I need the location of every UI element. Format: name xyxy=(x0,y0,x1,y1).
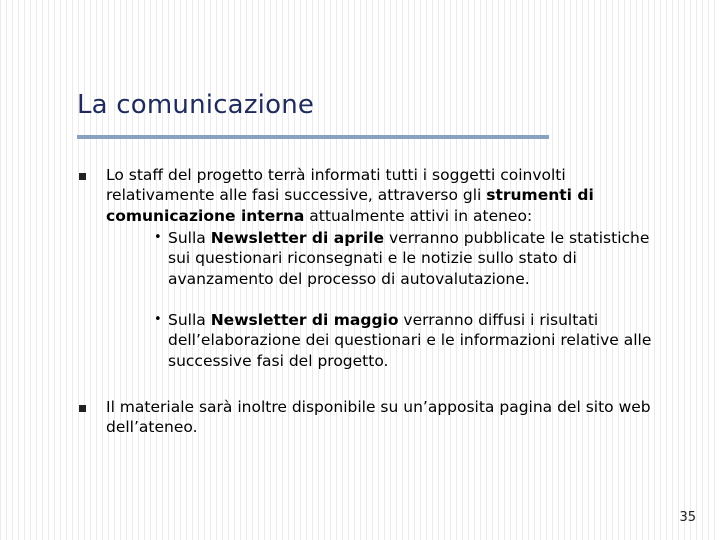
page-number: 35 xyxy=(679,510,696,525)
bullet-text: Lo staff del progetto terrà informati tutti i soggetti coinvolti relativamente alle fasi successive, attraverso gli strumenti di comunicazione interna attualmente attivi in ateneo: xyxy=(106,166,594,225)
bullet-text: Il materiale sarà inoltre disponibile su un’apposita pagina del sito web dell’ateneo. xyxy=(106,398,651,437)
sub-bullet-dot-icon: • xyxy=(154,312,162,327)
square-bullet-icon xyxy=(79,405,86,412)
slide-title: La comunicazione xyxy=(77,90,315,120)
sub-bullet-text: Sulla Newsletter di aprile verranno pubblicate le statistiche sui questionari riconsegnati e le notizie sullo stato di avanzamento del processo di autovalutazione. xyxy=(168,229,650,288)
bold-text: Newsletter di maggio xyxy=(210,311,399,329)
bold-text: Newsletter di aprile xyxy=(210,229,385,247)
sub-bullet-text: Sulla Newsletter di maggio verranno diffusi i risultati dell’elaborazione dei questionari e le informazioni relative alle successive fasi del progetto. xyxy=(168,311,652,370)
title-underline xyxy=(77,135,549,139)
sub-bullet-dot-icon: • xyxy=(154,230,162,245)
square-bullet-icon xyxy=(79,173,86,180)
bold-text: strumenti di comunicazione interna xyxy=(106,186,594,225)
